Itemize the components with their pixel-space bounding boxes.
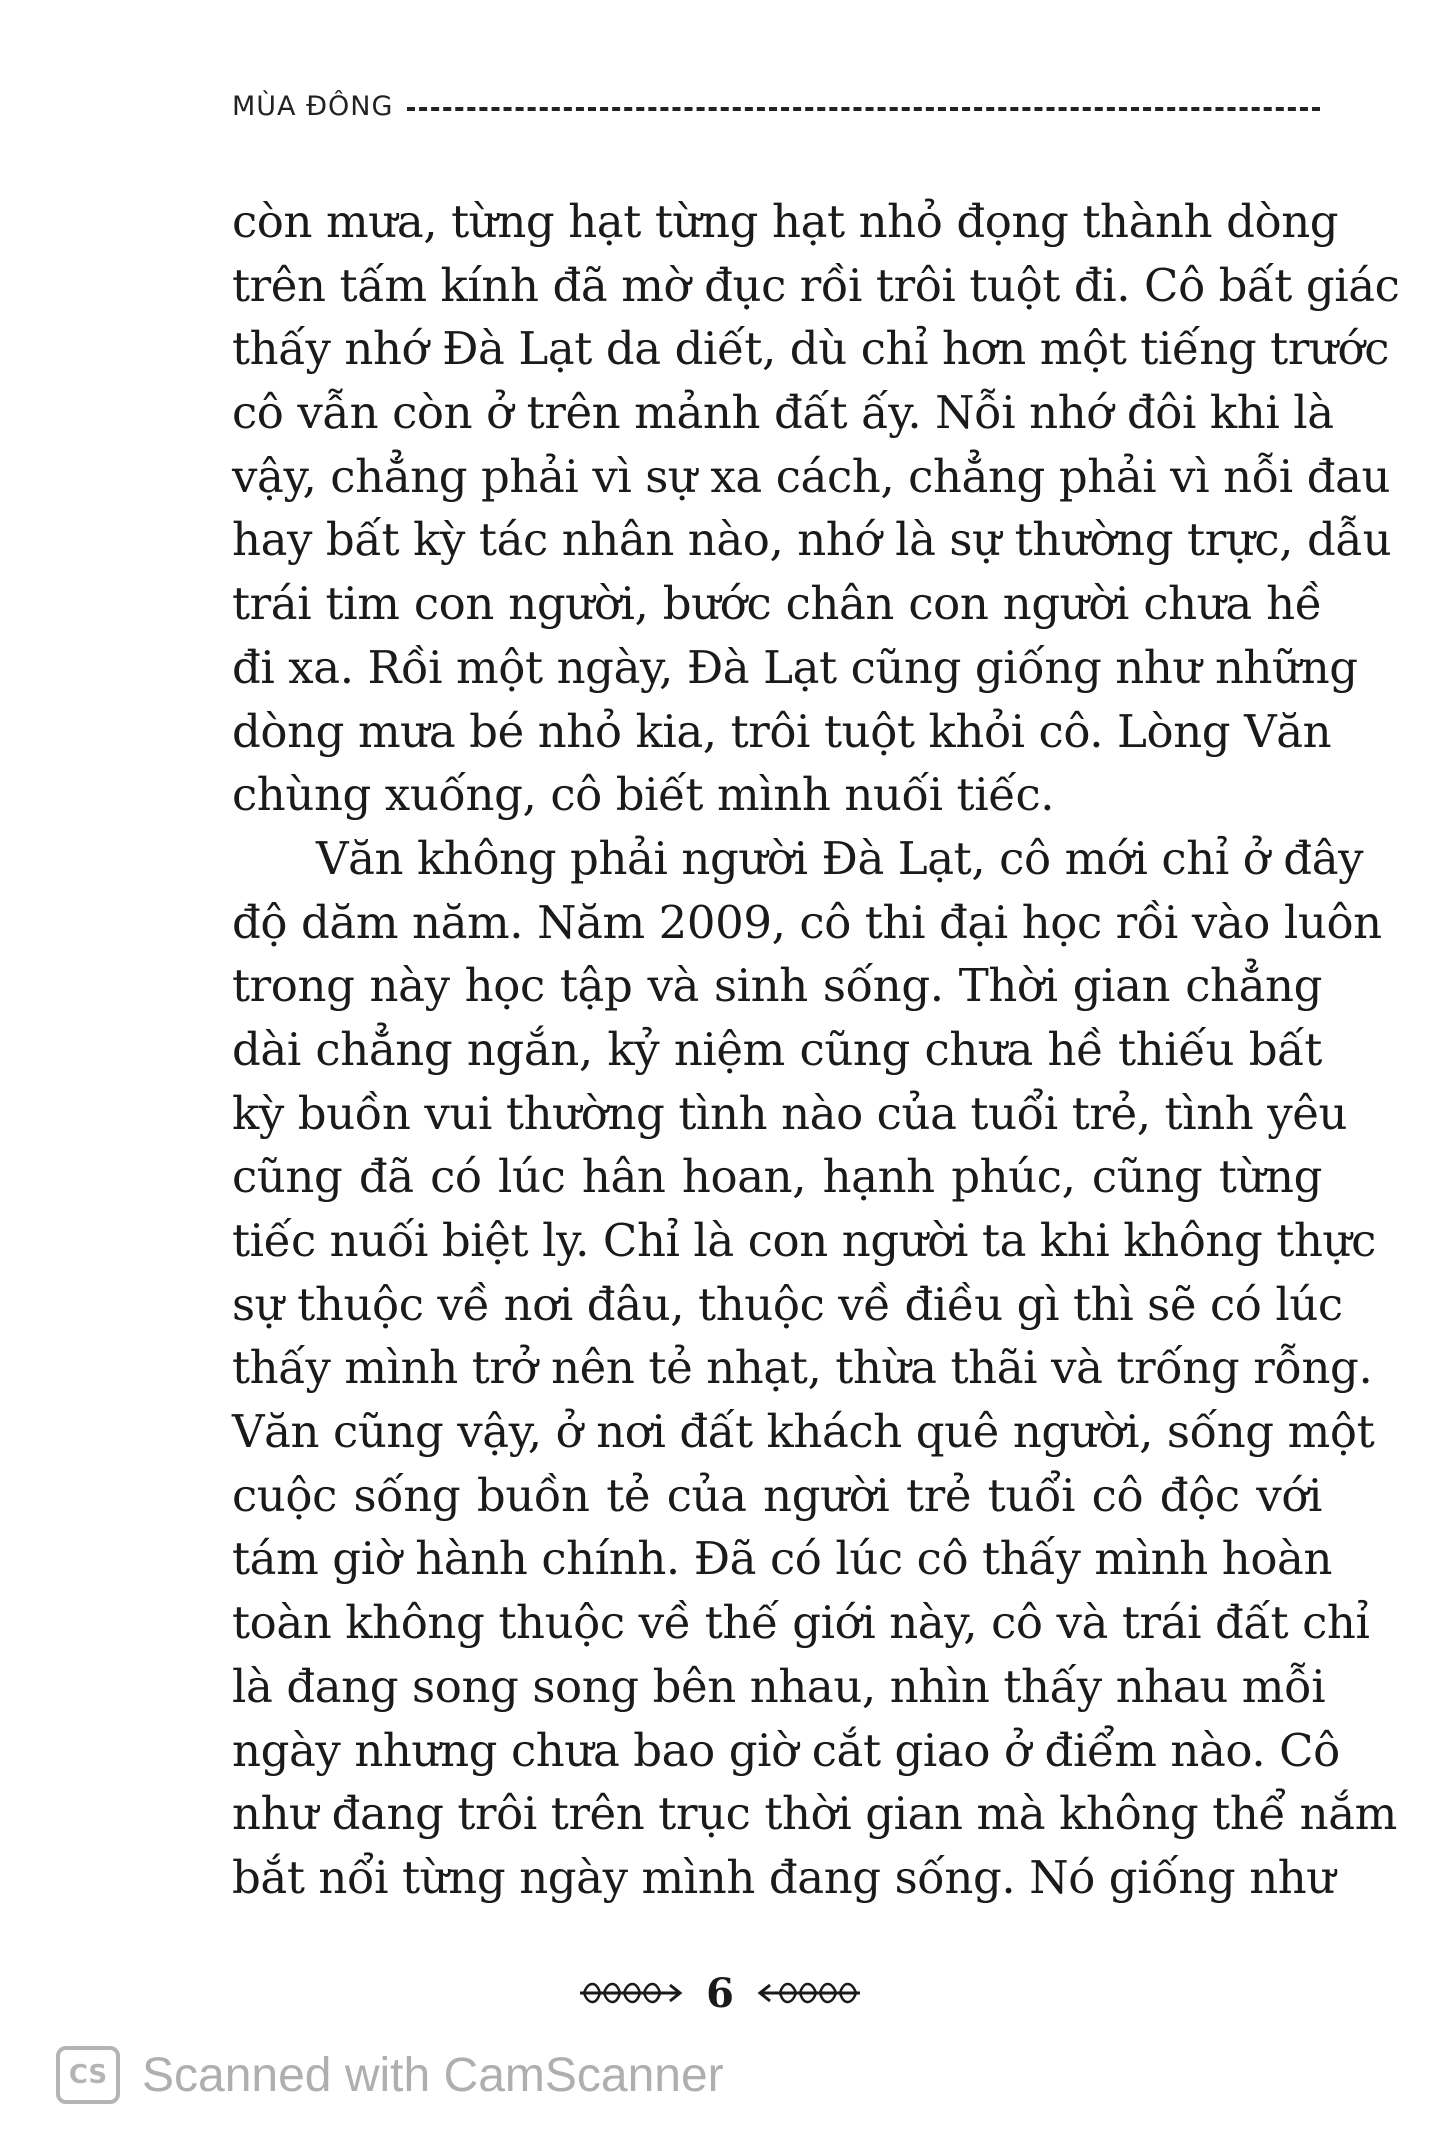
text-line: vậy, chẳng phải vì sự xa cách, chẳng phải vì nỗi đau: [232, 449, 1391, 503]
text-line: đi xa. Rồi một ngày, Đà Lạt cũng giống như những: [232, 640, 1358, 694]
text-line: dòng mưa bé nhỏ kia, trôi tuột khỏi cô. Lòng Văn: [232, 704, 1332, 758]
text-line: toàn không thuộc về thế giới này, cô và trái đất chỉ: [232, 1596, 1370, 1650]
text-line: độ dăm năm. Năm 2009, cô thi đại học rồi vào luôn: [232, 895, 1382, 949]
page-footer: [0, 1968, 1440, 2018]
text-line: ngày nhưng chưa bao giờ cắt giao ở điểm nào. Cô: [232, 1723, 1340, 1777]
text-line: bắt nổi từng ngày mình đang sống. Nó giống như: [232, 1850, 1335, 1904]
text-line: cuộc sống buồn tẻ của người trẻ tuổi cô độc với: [232, 1468, 1322, 1522]
text-line: thấy nhớ Đà Lạt da diết, dù chỉ hơn một tiếng trước: [232, 322, 1390, 376]
left-leaf-ornament-icon: [574, 1976, 684, 2010]
right-leaf-ornament-icon: [756, 1976, 866, 2010]
watermark-text: Scanned with CamScanner: [142, 2048, 724, 2102]
text-line: như đang trôi trên trục thời gian mà không thể nắm: [232, 1787, 1397, 1841]
text-line: là đang song song bên nhau, nhìn thấy nhau mỗi: [232, 1659, 1326, 1713]
text-line: tiếc nuối biệt ly. Chỉ là con người ta khi không thực: [232, 1214, 1376, 1267]
text-line: tám giờ hành chính. Đã có lúc cô thấy mình hoàn: [232, 1532, 1333, 1586]
page-number: 6: [706, 1969, 734, 2017]
body-text: [232, 190, 1400, 1910]
paragraph-1: [232, 190, 1400, 827]
text-line: còn mưa, từng hạt từng hạt nhỏ đọng thành dòng: [232, 195, 1339, 248]
text-line: trong này học tập và sinh sống. Thời gian chẳng: [232, 959, 1322, 1013]
text-line: sự thuộc về nơi đâu, thuộc về điều gì thì sẽ có lúc: [232, 1277, 1343, 1331]
chapter-title: MÙA ĐÔNG: [232, 90, 394, 122]
text-line: kỳ buồn vui thường tình nào của tuổi trẻ, tình yêu: [232, 1086, 1348, 1140]
text-line: cũng đã có lúc hân hoan, hạnh phúc, cũng từng: [232, 1150, 1322, 1204]
text-line: trên tấm kính đã mờ đục rồi trôi tuột đi. Cô bất giác: [232, 258, 1400, 312]
running-header: [232, 86, 1320, 126]
paragraph-2: [232, 827, 1397, 1910]
text-line: cô vẫn còn ở trên mảnh đất ấy. Nỗi nhớ đôi khi là: [232, 386, 1334, 440]
text-line: chùng xuống, cô biết mình nuối tiếc.: [232, 768, 1055, 822]
camscanner-logo-icon: CS: [56, 2046, 120, 2104]
text-line: Văn không phải người Đà Lạt, cô mới chỉ ở đây: [316, 831, 1364, 885]
text-line: thấy mình trở nên tẻ nhạt, thừa thãi và trống rỗng.: [232, 1341, 1373, 1395]
header-dashed-rule: [407, 107, 1320, 111]
text-line: dài chẳng ngắn, kỷ niệm cũng chưa hề thiếu bất: [232, 1022, 1322, 1076]
text-line: hay bất kỳ tác nhân nào, nhớ là sự thường trực, dẫu: [232, 513, 1392, 567]
camscanner-watermark: [56, 2046, 724, 2104]
text-line: Văn cũng vậy, ở nơi đất khách quê người, sống một: [232, 1405, 1375, 1459]
text-line: trái tim con người, bước chân con người chưa hề: [232, 577, 1322, 631]
